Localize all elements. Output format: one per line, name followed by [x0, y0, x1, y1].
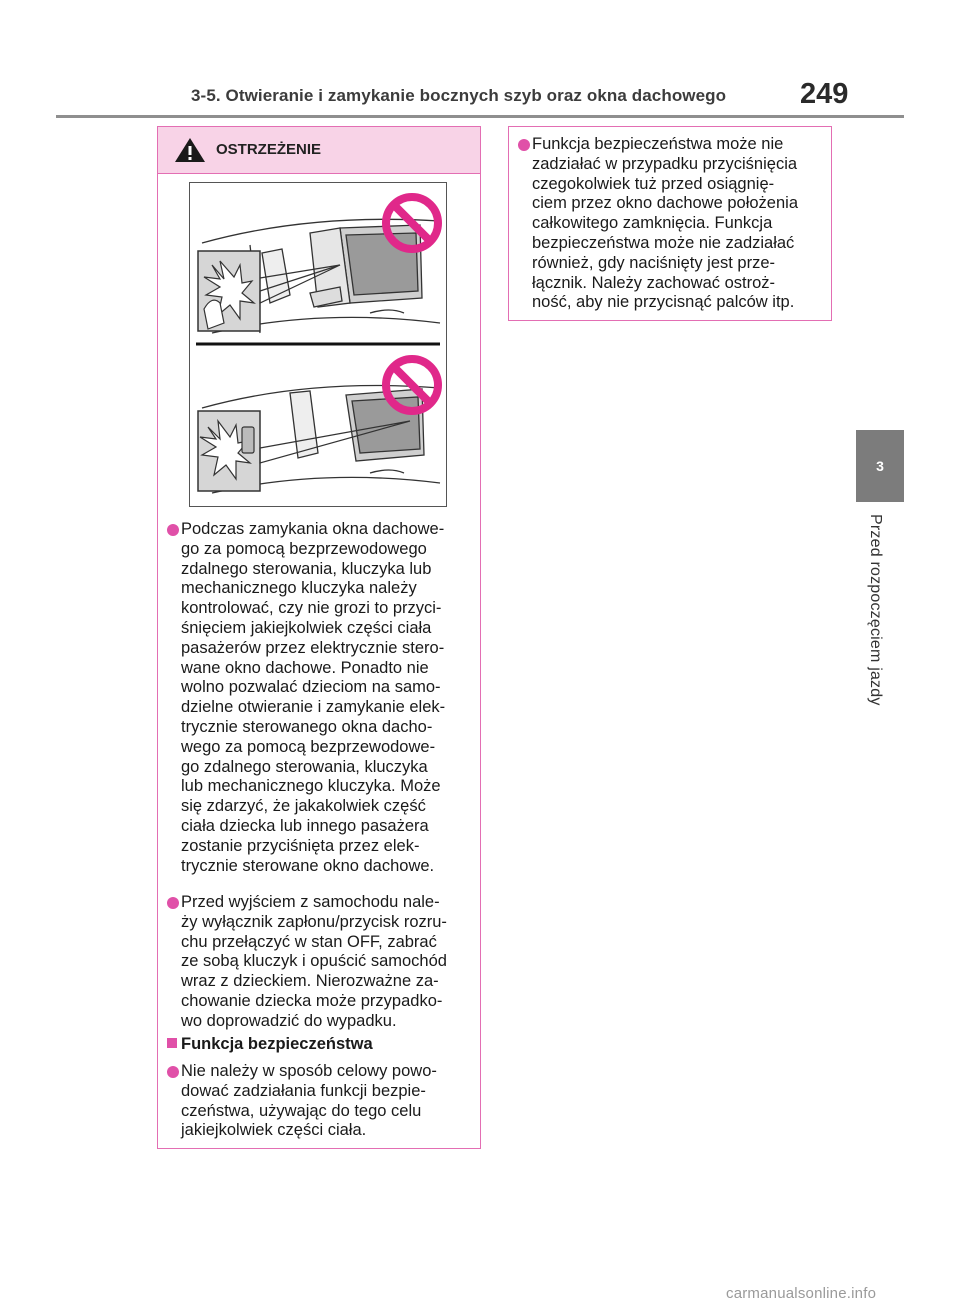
warning-triangle-icon	[173, 136, 207, 164]
square-bullet-icon	[167, 1038, 177, 1048]
section-title: 3-5. Otwieranie i zamykanie bocznych szyb oraz okna dachowego	[191, 86, 727, 105]
page-number: 249	[800, 78, 849, 110]
warning-box-continued	[508, 126, 832, 321]
header-divider	[56, 115, 904, 118]
chapter-tab: 3	[856, 430, 904, 502]
bullet-icon	[167, 524, 179, 536]
warning-header	[158, 127, 480, 174]
watermark: carmanualsonline.info	[726, 1285, 877, 1302]
chapter-title: Przed rozpoczęciem jazdy	[867, 514, 884, 706]
bullet-icon	[167, 897, 179, 909]
bullet-icon	[518, 139, 530, 151]
sunroof-pinch-illustration	[189, 182, 447, 507]
warning-item-text: Podczas zamykania okna dachowe- go za pomocą bezprzewodowego zdalnego sterowania, kluczyka lub mechanicznego kluczyka należy kontrolować, czy nie grozi to przyci- śnięciem jakiejkolwiek części ciała pasażerów przez elektrycznie stero- wane okno dachowe. Ponadto nie wolno pozwalać dzieciom na samo- dzielne otwieranie i zamykanie elek- trycznie sterowanego okna dacho- wego za pomocą bezprzewodowe- go zdalnego sterowania, kluczyka lub mechanicznego kluczyka. Może się zdarzyć, że jakakolwiek część ciała dziecka lub innego pasażera zostanie przyciśnięta przez elek- trycznie sterowane okno dachowe.	[181, 520, 446, 875]
warning-item-text: Nie należy w sposób celowy powo- dować zadziałania funkcji bezpie- czeństwa, używając do tego celu jakiejkolwiek części ciała.	[181, 1062, 437, 1140]
subheading	[167, 1034, 373, 1054]
warning-item-text: Funkcja bezpieczeństwa może nie zadziałać w przypadku przyciśnięcia czegokolwiek tuż przed osiągnię- ciem przez okno dachowe położenia całkowitego zamknięcia. Funkcja bezpieczeństwa może nie zadziałać również, gdy naciśnięty jest prze- łącznik. Należy zachować ostroż- ność, aby nie przycisnąć palców itp.	[532, 135, 798, 312]
subheading-text: Funkcja bezpieczeństwa	[181, 1035, 373, 1053]
warning-box	[157, 126, 481, 1149]
warning-item-text: Przed wyjściem z samochodu nale- ży wyłącznik zapłonu/przycisk rozru- chu przełączyć w stan OFF, zabrać ze sobą kluczyk i opuścić samochód wraz z dzieckiem. Nierozważne za- chowanie dziecka może przypadko- wo doprowadzić do wypadku.	[181, 893, 447, 1030]
warning-title: OSTRZEŻENIE	[216, 141, 322, 158]
bullet-icon	[167, 1066, 179, 1078]
